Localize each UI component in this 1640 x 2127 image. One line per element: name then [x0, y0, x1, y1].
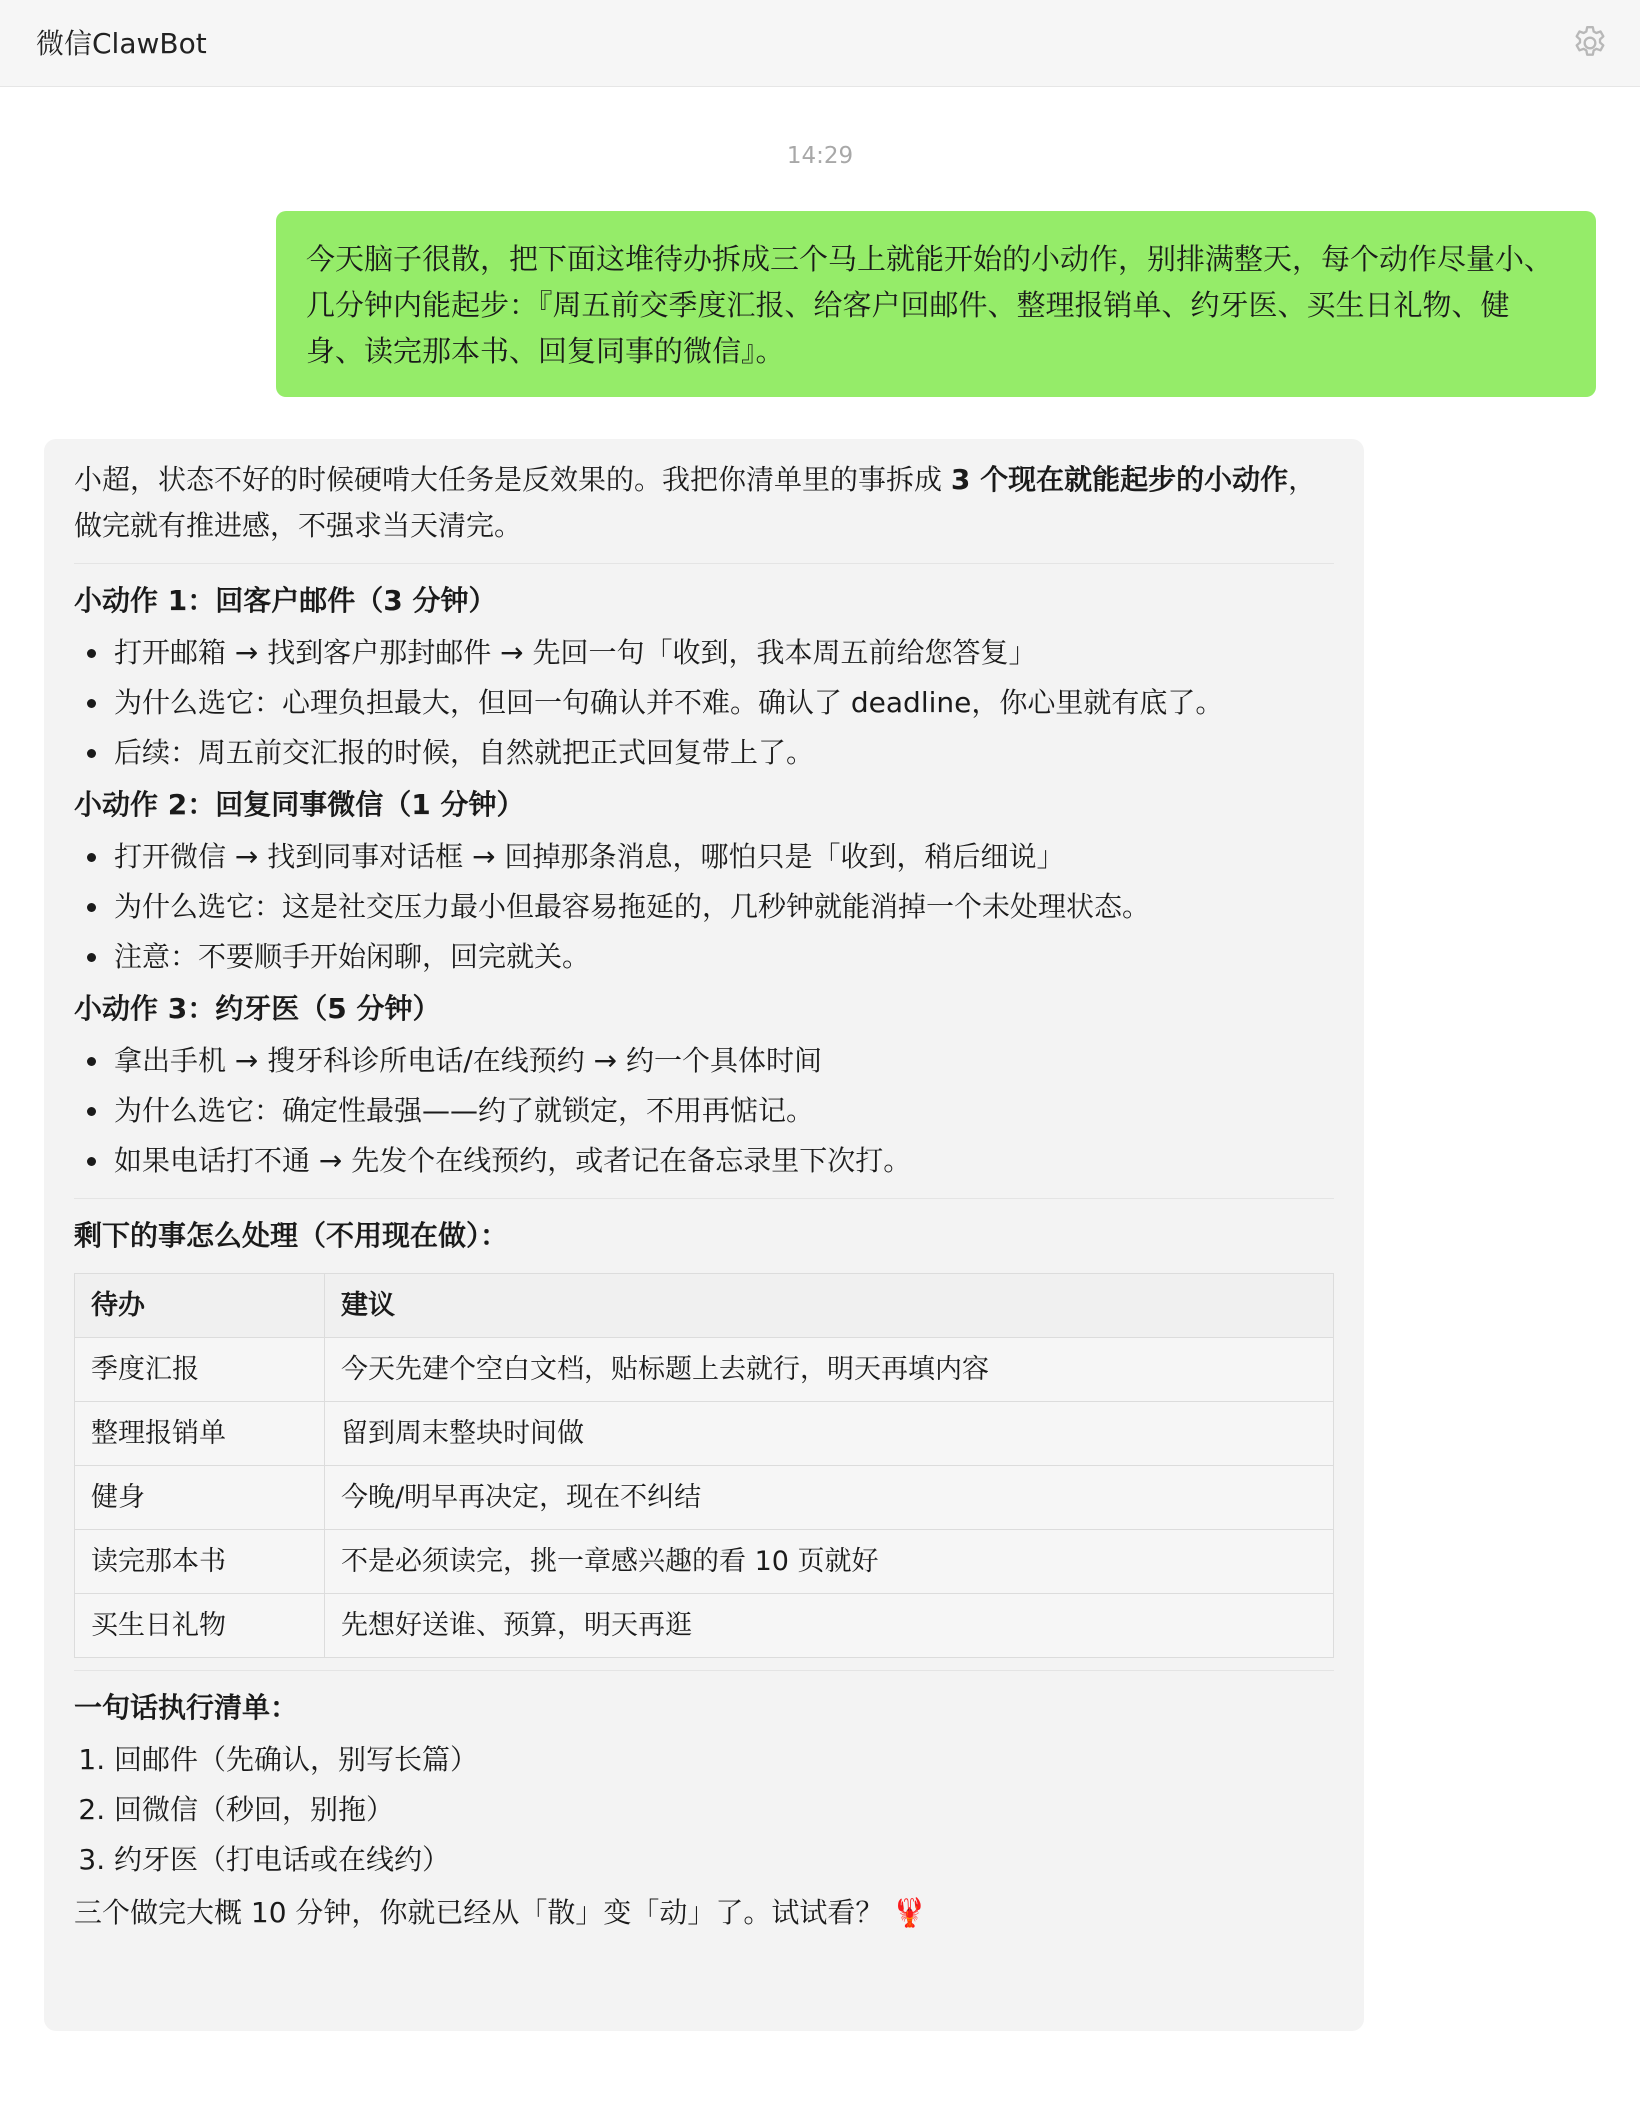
table-cell: 季度汇报 — [75, 1338, 325, 1402]
table-cell: 买生日礼物 — [75, 1594, 325, 1658]
user-message-bubble[interactable]: 今天脑子很散，把下面这堆待办拆成三个马上就能开始的小动作，别排满整天，每个动作尽量小、几分钟内能起步：『周五前交季度汇报、给客户回邮件、整理报销单、约牙医、买生日礼物、健身、读完那本书、回复同事的微信』。 — [276, 211, 1596, 397]
lobster-emoji-icon: 🦞 — [892, 1896, 928, 1929]
action-3-list — [74, 1036, 1334, 1186]
list-item: 注意：不要顺手开始闲聊，回完就关。 — [114, 932, 1334, 982]
divider — [74, 563, 1334, 564]
list-item: 打开邮箱 → 找到客户那封邮件 → 先回一句「收到，我本周五前给您答复」 — [114, 628, 1334, 678]
intro-bold: 3 个现在就能起步的小动作 — [950, 463, 1289, 496]
closing-line — [74, 1885, 1334, 1941]
bot-message-bubble[interactable] — [44, 439, 1364, 2031]
list-item: 为什么选它：确定性最强——约了就锁定，不用再惦记。 — [114, 1086, 1334, 1136]
list-item: 如果电话打不通 → 先发个在线预约，或者记在备忘录里下次打。 — [114, 1136, 1334, 1186]
list-item: 为什么选它：这是社交压力最小但最容易拖延的，几秒钟就能消掉一个未处理状态。 — [114, 882, 1334, 932]
gear-icon — [1570, 23, 1610, 63]
list-item: 后续：周五前交汇报的时候，自然就把正式回复带上了。 — [114, 728, 1334, 778]
list-item: 1. 回邮件（先确认，别写长篇） — [114, 1735, 1334, 1785]
table-cell: 健身 — [75, 1466, 325, 1530]
table-row — [75, 1466, 1334, 1530]
list-item: 打开微信 → 找到同事对话框 → 回掉那条消息，哪怕只是「收到，稍后细说」 — [114, 832, 1334, 882]
table-row — [75, 1594, 1334, 1658]
table-header-cell: 建议 — [325, 1274, 1334, 1338]
checklist-title: 一句话执行清单： — [74, 1691, 299, 1724]
closing-text: 三个做完大概 10 分钟，你就已经从「散」变「动」了。试试看？ — [74, 1896, 884, 1929]
remaining-title: 剩下的事怎么处理（不用现在做）： — [74, 1219, 509, 1252]
divider — [74, 1670, 1334, 1671]
action-1-title: 小动作 1：回客户邮件（3 分钟） — [74, 584, 497, 617]
table-row — [75, 1338, 1334, 1402]
intro-text: 小超，状态不好的时候硬啃大任务是反效果的。我把你清单里的事拆成 — [74, 463, 951, 496]
table-cell: 读完那本书 — [75, 1530, 325, 1594]
table-cell: 整理报销单 — [75, 1402, 325, 1466]
list-item: 2. 回微信（秒回，别拖） — [114, 1785, 1334, 1835]
list-item: 拿出手机 → 搜牙科诊所电话/在线预约 → 约一个具体时间 — [114, 1036, 1334, 1086]
action-3-title: 小动作 3：约牙医（5 分钟） — [74, 992, 441, 1025]
action-1-list — [74, 628, 1334, 778]
chat-title: 微信ClawBot — [36, 27, 207, 60]
table-cell: 今晚/明早再决定，现在不纠结 — [325, 1466, 1334, 1530]
message-timestamp: 14:29 — [786, 143, 854, 169]
table-header-row — [75, 1274, 1334, 1338]
bot-intro — [74, 457, 1334, 549]
table-row — [75, 1402, 1334, 1466]
table-row — [75, 1530, 1334, 1594]
checklist — [74, 1735, 1334, 1885]
action-2-list — [74, 832, 1334, 982]
table-cell: 留到周末整块时间做 — [325, 1402, 1334, 1466]
title-bar — [0, 0, 1640, 87]
settings-button[interactable] — [1570, 23, 1610, 63]
remaining-table — [74, 1273, 1334, 1658]
table-cell: 今天先建个空白文档，贴标题上去就行，明天再填内容 — [325, 1338, 1334, 1402]
divider — [74, 1198, 1334, 1199]
table-cell: 不是必须读完，挑一章感兴趣的看 10 页就好 — [325, 1530, 1334, 1594]
action-2-title: 小动作 2：回复同事微信（1 分钟） — [74, 788, 525, 821]
table-cell: 先想好送谁、预算，明天再逛 — [325, 1594, 1334, 1658]
list-item: 为什么选它：心理负担最大，但回一句确认并不难。确认了 deadline，你心里就有底了。 — [114, 678, 1334, 728]
list-item: 3. 约牙医（打电话或在线约） — [114, 1835, 1334, 1885]
table-header-cell: 待办 — [75, 1274, 325, 1338]
intro-text-end: ，做完就有推进感，不强求当天清完。 — [74, 463, 1317, 542]
